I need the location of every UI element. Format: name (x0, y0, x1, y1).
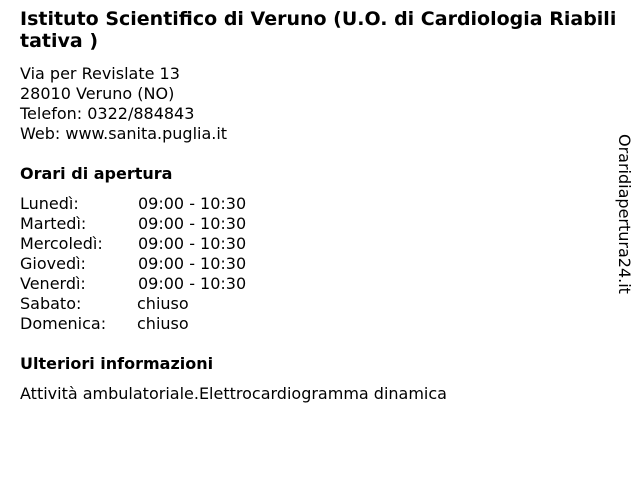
opening-hours-heading: Orari di apertura (20, 164, 173, 183)
address-web: Web: www.sanita.puglia.it (20, 124, 228, 143)
page-title: Istituto Scientifico di Veruno (U.O. di Cardiologia Riabilitativa ) (20, 8, 617, 52)
time-value: chiuso (137, 294, 189, 313)
time-value: 09:00 - 10:30 (138, 214, 247, 233)
more-info-text: Attività ambulatoriale.Elettrocardiogramma dinamica (20, 384, 447, 403)
address-street: Via per Revislate 13 (20, 64, 180, 83)
day-label: Sabato: (20, 294, 82, 313)
address-block (20, 64, 227, 144)
day-label: Lunedì: (20, 194, 79, 213)
time-value: 09:00 - 10:30 (138, 234, 247, 253)
day-label: Mercoledì: (20, 234, 103, 253)
day-label: Martedì: (20, 214, 87, 233)
address-city: 28010 Veruno (NO) (20, 84, 175, 103)
side-watermark: Oraridiapertura24.it (615, 134, 634, 294)
day-label: Venerdì: (20, 274, 86, 293)
address-phone: Telefon: 0322/884843 (20, 104, 195, 123)
time-value: 09:00 - 10:30 (138, 194, 247, 213)
day-label: Domenica: (20, 314, 107, 333)
day-label: Giovedì: (20, 254, 86, 273)
more-info-heading: Ulteriori informazioni (20, 354, 214, 373)
time-value: 09:00 - 10:30 (138, 274, 247, 293)
time-value: 09:00 - 10:30 (138, 254, 247, 273)
time-value: chiuso (137, 314, 189, 333)
